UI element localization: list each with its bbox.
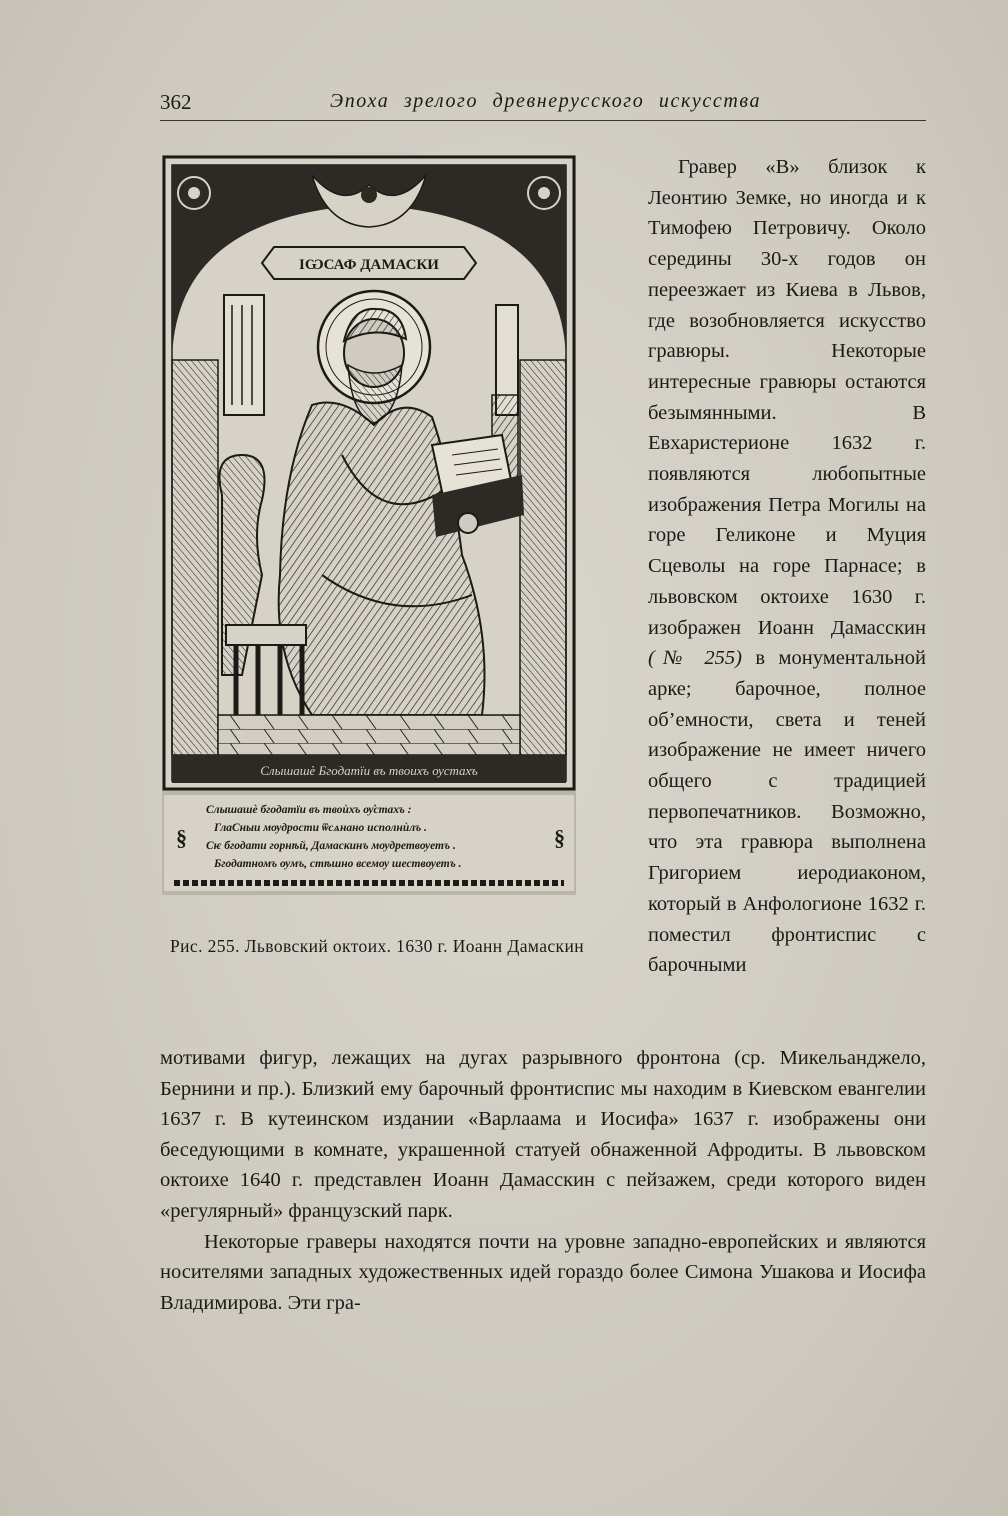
svg-text:§: § xyxy=(176,825,187,850)
verse-line-1: Слышашѐ бгодатїи въ твоѝхъ ѹ̓стахъ : xyxy=(206,804,412,816)
verse-line-2: ГлаСныи мѹдрости ѿсѧнано исполнѝлъ . xyxy=(214,822,427,834)
side-paragraph-text: Гравер «В» близок к Леонтию Земке, но иногда и к Тимофею Петровичу. Около середины 30-х годов он переезжает из Киева в Львов, где возобновляется искусство гравюры. Некоторые интересные гравюры остаются безымянными. В Евхаристерионе 1632 г. появляются любопытные изображения Петра Могилы на горе Геликоне и Муция Сцеволы на горе Парнасе; в львовском октоихе 1630 г. изображен Иоанн Дамасскин xyxy=(648,156,926,639)
figure-reference: (№ 255) xyxy=(648,647,742,670)
side-text-column xyxy=(648,152,926,981)
running-head xyxy=(160,90,926,121)
side-paragraph-end: в монументальной арке; барочное, полное об’емности, света и теней изображение не имеет ничего общего с традицией первопечатников. Возможно, что эта гравюра выполнена Григорием иеродиаконом, который в Анфологионе 1632 г. поместил фронтиспис с барочными xyxy=(648,647,927,977)
verse-line-3: Сѥ бгодати горнѣй, Дамаскинъ мѹдретвѹетъ . xyxy=(206,840,456,852)
woodcut-illustration xyxy=(162,155,576,895)
continued-paragraph: мотивами фигур, лежащих на дугах разрывного фронтона (ср. Микельанджело, Бернини и пр.). Близкий ему барочный фронтиспис мы находим в Киевском евангелии 1637 г. В кутеинском издании «Варлаама и Иосифа» 1637 г. изображены они беседующими в комнате, украшенной статуей обнаженной Афродиты. В львовском октоихе 1640 г. представлен Иоанн Дамасскин с пейзажем, среди которого виден «регулярный» французский парк. xyxy=(160,1047,926,1222)
side-paragraph xyxy=(648,152,926,981)
svg-text:§: § xyxy=(554,825,565,850)
figure-legend: Слышашѐ Бгодатїи въ твоихъ ѹстахъ xyxy=(260,763,478,778)
figure-inscription: ІѠСАФ ДАМАСКИ xyxy=(299,257,439,273)
page-number: 362 xyxy=(160,90,192,114)
verse-line-4: Бгодатномъ ѹмъ, стѣшно всемѹ шествѹетъ . xyxy=(214,858,462,870)
full-width-text xyxy=(160,1043,926,1318)
figure-caption: Рис. 255. Львовский октоих. 1630 г. Иоанн Дамаскин xyxy=(170,936,584,956)
section-title: Эпоха зрелого древнерусского искусства xyxy=(330,90,762,112)
next-paragraph: Некоторые граверы находятся почти на уровне западно-европейских и являются носителями западных художественных идей гораздо более Симона Ушакова и Иосифа Владимирова. Эти гра- xyxy=(160,1230,926,1314)
